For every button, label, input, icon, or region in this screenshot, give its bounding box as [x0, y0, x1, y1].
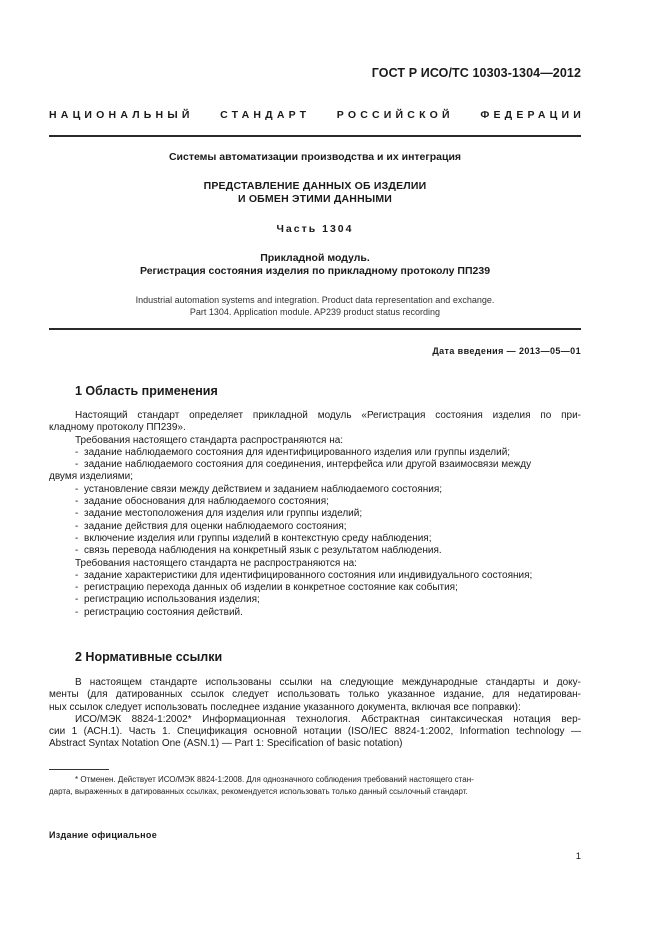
- list-item-text: задание обоснования для наблюдаемого состояния;: [84, 496, 329, 508]
- banner-word: РОССИЙСКОЙ: [336, 109, 454, 121]
- main-title-line: И ОБМЕН ЭТИМИ ДАННЫМИ: [237, 193, 393, 205]
- list-item-text: установление связи между действием и заданием наблюдаемого состояния;: [84, 483, 443, 495]
- banner-word: НАЦИОНАЛЬНЫЙ: [49, 109, 194, 121]
- paragraph-line: Требования настоящего стандарта не распространяются на:: [75, 557, 357, 569]
- paragraph-line: В настоящем стандарте использованы ссылки на следующие международные стандарты и доку-: [75, 677, 581, 688]
- page-number: 1: [575, 851, 581, 862]
- english-title-line: Part 1304. Application module. AP239 product status recording: [189, 307, 441, 317]
- document-number: ГОСТ Р ИСО/ТС 10303-1304—2012: [371, 66, 581, 80]
- paragraph-line: Настоящий стандарт определяет прикладной модуль «Регистрация состояния изделия по при-: [75, 410, 581, 421]
- list-item-text: задание действия для оценки наблюдаемого состояния;: [84, 520, 347, 532]
- english-title: [49, 294, 581, 318]
- series-title: Системы автоматизации производства и их интеграция: [168, 151, 462, 163]
- section-2-heading: 2 Нормативные ссылки: [75, 650, 223, 664]
- list-item-text: регистрацию использования изделия;: [84, 594, 260, 606]
- paragraph-line: менты (для датированных ссылок следует использовать только указанное издание, для недатирован-: [49, 689, 581, 701]
- list-item-continuation: двумя изделиями;: [49, 471, 133, 483]
- reference-line: ИСО/МЭК 8824-1:2002* Информационная технология. Абстрактная синтаксическая нотация вер-: [75, 713, 581, 725]
- footnote-divider: [49, 769, 109, 770]
- paragraph-line: кладному протоколу ПП239».: [49, 422, 186, 434]
- bottom-divider: [49, 328, 581, 330]
- english-title-line: Industrial automation systems and integration. Product data representation and exchange.: [135, 295, 495, 305]
- banner-word: СТАНДАРТ: [220, 109, 311, 121]
- list-item: - установление связи между действием и заданием наблюдаемого состояния;: [75, 483, 443, 495]
- list-item-text: задание местоположения для изделия или группы изделий;: [84, 508, 363, 520]
- reference-line: Abstract Syntax Notation One (ASN.1) — Part 1: Specification of basic notation): [49, 738, 403, 750]
- introduction-date: Дата введения — 2013—05—01: [432, 346, 581, 356]
- paragraph-line: Требования настоящего стандарта распространяются на:: [75, 434, 344, 446]
- reference-line: сии 1 (АСН.1). Часть 1. Спецификация основной нотации (ISO/IEC 8824-1:2002, Information technology —: [49, 726, 581, 738]
- list-item: - задание наблюдаемого состояния для идентифицированного изделия или группы изделий;: [75, 446, 511, 458]
- main-title-line: ПРЕДСТАВЛЕНИЕ ДАННЫХ ОБ ИЗДЕЛИИ: [203, 180, 427, 192]
- footnote: [49, 774, 581, 798]
- list-item-text: связь перевода наблюдения на конкретный язык с результатом наблюдения.: [84, 545, 442, 557]
- part-label: Часть 1304: [276, 223, 354, 235]
- list-item: - регистрацию использования изделия;: [75, 594, 260, 606]
- list-item: - регистрацию состояния действий.: [75, 606, 243, 618]
- subtitle: [49, 252, 581, 278]
- subtitle-line: Прикладной модуль.: [260, 252, 370, 264]
- national-standard-banner: [49, 109, 585, 121]
- list-item-text: задание наблюдаемого состояния для соединения, интерфейса или другой взаимосвязи между: [84, 459, 532, 471]
- list-item-text: регистрацию состояния действий.: [84, 606, 243, 618]
- paragraph-line: ных ссылок следует использовать последнее издание указанного документа, включая все поправки):: [49, 701, 521, 713]
- main-title: [49, 180, 581, 206]
- official-edition-label: Издание официальное: [49, 830, 158, 840]
- list-item: - регистрацию перехода данных об изделии в конкретное состояние как события;: [75, 582, 458, 594]
- footnote-line: дарта, выраженных в датированных ссылках, рекомендуется использовать только данный ссылочный стандарт.: [49, 787, 468, 796]
- list-item: - задание обоснования для наблюдаемого состояния;: [75, 496, 329, 508]
- section-2-body: [49, 677, 581, 751]
- top-divider: [49, 135, 581, 137]
- list-item-text: включение изделия или группы изделий в контекстную среду наблюдения;: [84, 532, 432, 544]
- list-item: - задание действия для оценки наблюдаемого состояния;: [75, 520, 347, 532]
- banner-word: ФЕДЕРАЦИИ: [480, 109, 585, 121]
- list-item: - задание характеристики для идентифицированного состояния или индивидуального состояния;: [75, 569, 533, 581]
- list-item: - задание наблюдаемого состояния для соединения, интерфейса или другой взаимосвязи между: [75, 459, 532, 471]
- list-item: - задание местоположения для изделия или группы изделий;: [75, 508, 363, 520]
- list-item-text: задание характеристики для идентифицированного состояния или индивидуального состояния;: [84, 569, 533, 581]
- section-1-body: [49, 410, 581, 619]
- subtitle-line: Регистрация состояния изделия по прикладному протоколу ПП239: [139, 265, 491, 277]
- list-item: - связь перевода наблюдения на конкретный язык с результатом наблюдения.: [75, 545, 442, 557]
- list-item-text: задание наблюдаемого состояния для идентифицированного изделия или группы изделий;: [84, 446, 511, 458]
- footnote-line: * Отменен. Действует ИСО/МЭК 8824-1:2008. Для однозначного соблюдения требований настоящего стан-: [75, 775, 474, 784]
- section-1-heading: 1 Область применения: [75, 384, 218, 398]
- list-item-text: регистрацию перехода данных об изделии в конкретное состояние как события;: [84, 582, 458, 594]
- list-item: - включение изделия или группы изделий в контекстную среду наблюдения;: [75, 532, 432, 544]
